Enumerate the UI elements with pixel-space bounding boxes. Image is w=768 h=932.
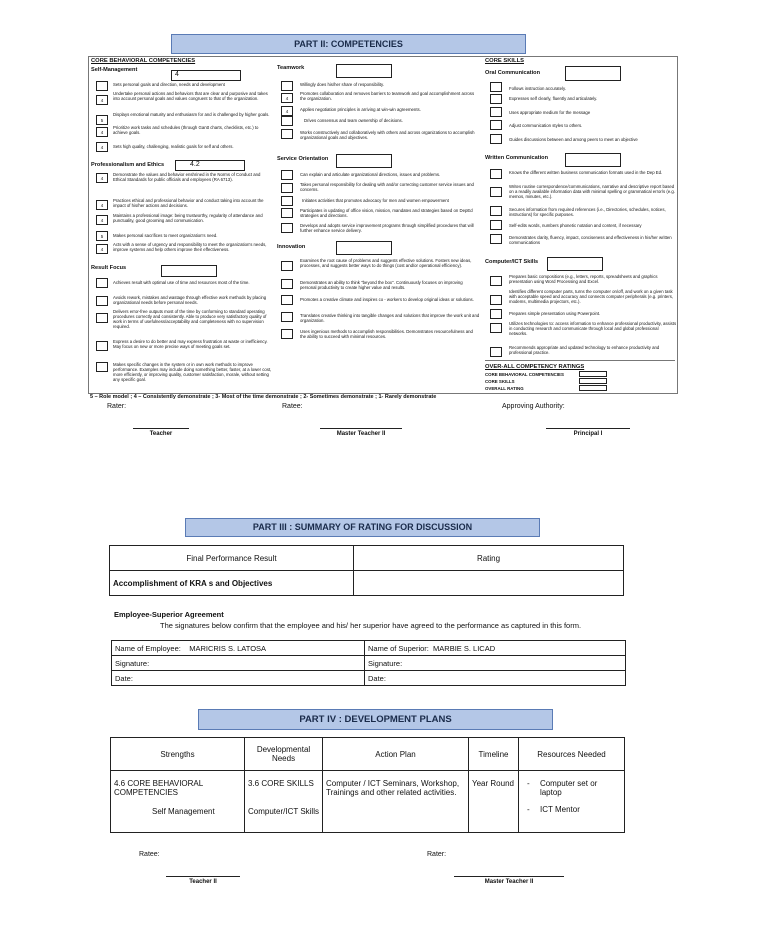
final-result-header: Final Performance Result bbox=[110, 546, 354, 571]
wc-item-1: Knows the different written business communication formats used in the Dep Ed. bbox=[509, 170, 663, 175]
oral-rating[interactable] bbox=[565, 66, 621, 81]
in-item-2: Demonstrates an ability to think "beyond the box". Continuously focuses on improving personal productivity to create higher value and results. bbox=[300, 280, 463, 290]
written-title: Written Communication bbox=[485, 155, 548, 161]
tw-item-3: Applies negotiation principles in arriving at win-win agreements. bbox=[300, 107, 421, 112]
tw-score-3[interactable]: 4 bbox=[281, 106, 293, 116]
ict-item-3: Prepares simple presentation using Powerpoint. bbox=[509, 311, 601, 316]
pe-score-1[interactable]: 4 bbox=[96, 173, 108, 183]
resource-item: - Computer set or laptop bbox=[527, 779, 621, 797]
ict-score-1[interactable] bbox=[490, 276, 502, 286]
sm-score-3[interactable]: 5 bbox=[96, 115, 108, 125]
part2-title: PART II: COMPETENCIES bbox=[171, 34, 526, 54]
so-score-3[interactable] bbox=[281, 196, 293, 206]
sm-item-1: Sets personal goals and direction, needs and development bbox=[113, 82, 225, 87]
in-item-4: Translates creative thinking into tangible changes and solutions that improve the work unit and organization. bbox=[300, 313, 480, 323]
timeline-header: Timeline bbox=[469, 738, 519, 771]
employee-signature-field[interactable]: Signature: bbox=[112, 656, 365, 671]
wc-score-5[interactable] bbox=[490, 234, 502, 244]
rf-score-1[interactable] bbox=[96, 278, 108, 288]
teacher-signature: Teacher bbox=[133, 428, 189, 437]
service-orientation-title: Service Orientation bbox=[277, 156, 329, 162]
ict-score-3[interactable] bbox=[490, 309, 502, 319]
ict-score-2[interactable] bbox=[490, 295, 502, 305]
teamwork-title: Teamwork bbox=[277, 65, 305, 71]
sm-score-4[interactable]: 4 bbox=[96, 127, 108, 137]
oc-score-3[interactable] bbox=[490, 107, 502, 117]
tw-item-5: Works constructively and collaboratively with others and across organizations to accomplish organizational goals and objectives. bbox=[300, 130, 475, 140]
rf-item-1: Achieves result with optimal use of time and resources most of the time. bbox=[113, 280, 250, 285]
in-score-3[interactable] bbox=[281, 295, 293, 305]
rater-label: Rater: bbox=[107, 403, 127, 410]
so-item-5: Develops and adopts service improvement programs through simplified procedures that will further enhance service delivery. bbox=[300, 223, 474, 233]
wc-score-4[interactable] bbox=[490, 220, 502, 230]
strengths-header: Strengths bbox=[111, 738, 245, 771]
agreement-table bbox=[111, 640, 626, 686]
ratee-label: Ratee: bbox=[282, 403, 303, 410]
rf-item-4: Express a desire to do better and may express frustration at waste or inefficiency. May focus on new or more precise ways of meeting goals set. bbox=[113, 339, 268, 349]
pe-item-1: Demonstrate the values and behavior enshrined in the Norms of Conduct and Ethical Standards for public officials and employees (RA 6713). bbox=[113, 172, 261, 182]
resources-cell bbox=[519, 771, 625, 833]
ict-score-5[interactable] bbox=[490, 347, 502, 357]
need-primary: 3.6 CORE SKILLS bbox=[248, 779, 314, 788]
sm-item-4: Prioritize work tasks and schedules (through Gantt charts, checklists, etc.) to achieve goals. bbox=[113, 125, 259, 135]
sm-score-2[interactable]: 4 bbox=[96, 95, 108, 105]
innovation-rating[interactable] bbox=[336, 241, 392, 255]
part3-title: PART III : SUMMARY OF RATING FOR DISCUSSION bbox=[185, 518, 540, 537]
timeline-cell: Year Round bbox=[469, 771, 519, 833]
need-secondary: Computer/ICT Skills bbox=[248, 807, 319, 816]
rating-header: Rating bbox=[354, 546, 624, 571]
sm-score-5[interactable]: 4 bbox=[96, 142, 108, 152]
overall-skills-box[interactable] bbox=[579, 378, 607, 384]
written-rating[interactable] bbox=[565, 153, 621, 167]
oral-title: Oral Communication bbox=[485, 70, 541, 76]
ict-title: Computer/ICT Skills bbox=[485, 259, 539, 265]
wc-item-3: Secures information from required references (i.e., Directories, schedules, notices, instructions) for specific purposes. bbox=[509, 207, 666, 217]
ict-score-4[interactable] bbox=[490, 323, 502, 333]
ict-item-1: Prepares basic compositions (e.g., letters, reports, spreadsheets and graphics presentation using Word Processing and Excel. bbox=[509, 274, 658, 284]
overall-row-behavioral: CORE BEHAVIORAL COMPETENCIES bbox=[485, 372, 564, 377]
development-plan-table bbox=[110, 737, 625, 833]
superior-date-field[interactable]: Date: bbox=[365, 671, 626, 686]
agreement-title: Employee-Superior Agreement bbox=[114, 610, 224, 619]
sm-score-1[interactable] bbox=[96, 81, 108, 91]
oc-score-5[interactable] bbox=[490, 134, 502, 144]
master-teacher-ii-signature: Master Teacher II bbox=[454, 876, 564, 885]
rating-legend: 5 – Role model ; 4 – Consistently demonstrate ; 3- Most of the time demonstrate ; 2- Sometimes demonstrate ; 1- Rarely demonstrate bbox=[90, 394, 437, 400]
wc-score-3[interactable] bbox=[490, 206, 502, 216]
rf-score-3[interactable] bbox=[96, 313, 108, 323]
overall-behavioral-box[interactable] bbox=[579, 371, 607, 377]
result-focus-rating[interactable] bbox=[161, 265, 217, 277]
master-teacher-signature: Master Teacher II bbox=[320, 428, 402, 437]
needs-cell bbox=[245, 771, 323, 833]
sm-item-3: Displays emotional maturity and enthusiasm for and is challenged by higher goals. bbox=[113, 112, 270, 117]
kra-row-label: Accomplishment of KRA s and Objectives bbox=[110, 571, 354, 596]
employee-date-field[interactable]: Date: bbox=[112, 671, 365, 686]
in-score-2[interactable] bbox=[281, 279, 293, 289]
rf-score-5[interactable] bbox=[96, 362, 108, 372]
part4-rater-label: Rater: bbox=[427, 851, 447, 858]
core-skills-heading: CORE SKILLS bbox=[485, 58, 524, 64]
overall-row-total: OVERALL RATING bbox=[485, 386, 524, 391]
self-management-rating[interactable]: 4 bbox=[171, 70, 241, 81]
service-orientation-rating[interactable] bbox=[336, 154, 392, 168]
part4-title: PART IV : DEVELOPMENT PLANS bbox=[198, 709, 553, 730]
so-score-1[interactable] bbox=[281, 170, 293, 180]
pe-score-3[interactable]: 4 bbox=[96, 215, 108, 225]
in-score-4[interactable] bbox=[281, 312, 293, 322]
so-item-3: Initiates activities that promotes advocacy for men and women empowerment bbox=[302, 198, 449, 203]
summary-table bbox=[109, 545, 624, 596]
pe-item-3: Maintains a professional image: being trustworthy, regularity of attendance and punctuality, good grooming and communication. bbox=[113, 213, 263, 223]
so-score-2[interactable] bbox=[281, 183, 293, 193]
in-score-1[interactable] bbox=[281, 261, 293, 271]
tw-item-1: Willingly does his/her share of responsibility. bbox=[300, 82, 384, 87]
pe-score-5[interactable]: 4 bbox=[96, 244, 108, 254]
tw-score-2[interactable]: 4 bbox=[281, 93, 293, 103]
rf-score-4[interactable] bbox=[96, 341, 108, 351]
resource-item: - ICT Mentor bbox=[527, 805, 580, 814]
wc-item-5: Demonstrates clarity, fluency, impact, conciseness and effectiveness in his/her written communications bbox=[509, 235, 672, 245]
ict-item-5: Recommends appropriate and updated technology to enhance productivity and professional practice. bbox=[509, 345, 660, 355]
strength-primary: 4.6 CORE BEHAVIORAL COMPETENCIES bbox=[114, 779, 203, 797]
in-score-5[interactable] bbox=[281, 329, 293, 339]
overall-title: OVER-ALL COMPETENCY RATINGS bbox=[485, 364, 585, 370]
oc-item-4: Adjust communication styles to others. bbox=[509, 123, 583, 128]
oc-score-2[interactable] bbox=[490, 94, 502, 104]
oc-item-2: Expresses self clearly, fluently and articulately. bbox=[509, 96, 598, 101]
so-score-5[interactable] bbox=[281, 223, 293, 233]
rf-item-5: Makes specific changes in the system or in own work methods to improve performance. Examples may include doing something better, faster, at a lower cost, more efficiently, or improving quality, customer satisfaction, morale, without setting any specific goal. bbox=[113, 362, 272, 382]
ict-item-2: Identifies different computer parts, turns the computer on/off, and work on a given task with acceptable speed and accuracy and connects computer peripherals (e.g. printers, modems, multimedia projectors, etc.). bbox=[509, 289, 674, 304]
resources-header: Resources Needed bbox=[519, 738, 625, 771]
employee-name: MARICRIS S. LATOSA bbox=[189, 643, 267, 653]
rf-item-3: Delivers error-free outputs most of the time by conforming to standard operating procedures correctly and consistently. Able to produce very satisfactory quality of work in terms of usefulness/acceptability and completeness with no supervision required. bbox=[113, 309, 267, 329]
tw-score-1[interactable] bbox=[281, 81, 293, 91]
tw-item-2: Promotes collaboration and removes barriers to teamwork and goal accomplishment across the organization. bbox=[300, 91, 475, 101]
superior-signature-field[interactable]: Signature: bbox=[365, 656, 626, 671]
pe-item-2: Practices ethical and professional behavior and conduct taking into account the impact of his/her actions and decisions. bbox=[113, 198, 264, 208]
self-management-title: Self-Management bbox=[91, 67, 138, 73]
rf-item-2: Avoids rework, mistakes and wastage through effective work methods by placing organizational needs before personal needs. bbox=[113, 295, 267, 305]
strengths-cell bbox=[111, 771, 245, 833]
in-item-5: Uses ingenious methods to accomplish responsibilities. Demonstrates resourcefulness and the ability to succeed with minimal resources. bbox=[300, 329, 473, 339]
in-item-3: Promotes a creative climate and inspires co - workers to develop original ideas or solutions. bbox=[300, 297, 474, 302]
agreement-text: The signatures below confirm that the employee and his/ her superior have agreed to the performance as captured in this form. bbox=[160, 621, 582, 630]
employee-cell bbox=[112, 641, 365, 656]
approving-authority-label: Approving Authority: bbox=[502, 403, 565, 410]
pe-item-5: Acts with a sense of urgency and responsibility to meet the organization's needs, improve systems and help others improve their effectiveness. bbox=[113, 242, 267, 252]
innovation-title: Innovation bbox=[277, 244, 306, 250]
part4-ratee-label: Ratee: bbox=[139, 851, 160, 858]
oc-item-5: Guides discussions between and among peers to meet an objective bbox=[509, 137, 638, 142]
oc-score-4[interactable] bbox=[490, 120, 502, 130]
wc-score-2[interactable] bbox=[490, 187, 502, 197]
needs-header: Developmental Needs bbox=[245, 738, 323, 771]
kra-rating-cell[interactable] bbox=[354, 571, 624, 596]
action-plan-header: Action Plan bbox=[323, 738, 469, 771]
pe-score-4[interactable]: 5 bbox=[96, 231, 108, 241]
in-item-1: Examines the root cause of problems and suggests effective solutions. Fosters new ideas, processes, and suggests better ways to do things (cost and/or operational efficiency). bbox=[300, 258, 472, 268]
overall-row-skills: CORE SKILLS bbox=[485, 379, 515, 384]
rf-score-2[interactable] bbox=[96, 296, 108, 306]
sm-item-5: Sets high quality, challenging, realistic goals for self and others. bbox=[113, 144, 234, 149]
professionalism-rating[interactable]: 4.2 bbox=[175, 160, 245, 171]
sm-item-2: Undertake personal actions and behaviors that are clear and purposive and takes into account personal goals and values congruent to that of the organization. bbox=[113, 91, 268, 101]
so-item-4: Participates in updating of office vision, mission, mandates and strategies based on DepEd strategies and directions. bbox=[300, 208, 473, 218]
result-focus-title: Result Focus bbox=[91, 265, 127, 271]
professionalism-title: Professionalism and Ethics bbox=[91, 162, 165, 168]
pe-score-2[interactable]: 4 bbox=[96, 200, 108, 210]
overall-total-box[interactable] bbox=[579, 385, 607, 391]
core-behavioral-heading: CORE BEHAVIORAL COMPETENCIES bbox=[91, 58, 196, 64]
resource-mentor: ICT Mentor bbox=[540, 805, 580, 814]
superior-label: Name of Superior: bbox=[368, 643, 429, 653]
wc-score-1[interactable] bbox=[490, 169, 502, 179]
superior-cell bbox=[365, 641, 626, 656]
oc-item-3: Uses appropriate medium for the message bbox=[509, 110, 591, 115]
action-plan-cell: Computer / ICT Seminars, Workshop, Trainings and other related activities. bbox=[323, 771, 469, 833]
so-score-4[interactable] bbox=[281, 208, 293, 218]
overall-divider bbox=[485, 360, 675, 361]
oc-item-1: Follows instruction accurately. bbox=[509, 86, 566, 91]
wc-item-4: Self-edits words, numbers phonetic notation and content, if necessary bbox=[509, 223, 642, 228]
tw-score-5[interactable] bbox=[281, 129, 293, 139]
wc-item-2: Writes routine correspondence/communications, narrative and descriptive report based on a readily available information data with minimal spelling or grammatical error/s (e.g. memos, minutes, etc.). bbox=[509, 184, 675, 199]
pe-item-4: Makes personal sacrifices to meet organization's need. bbox=[113, 233, 218, 238]
superior-name: MARBIE S. LICAD bbox=[433, 643, 496, 653]
strength-secondary: Self Management bbox=[152, 807, 215, 816]
so-item-2: Takes personal responsibility for dealing with and/or correcting customer service issues and concerns. bbox=[300, 182, 474, 192]
so-item-1: Can explain and articulate organizational directions, issues and problems. bbox=[300, 172, 441, 177]
resource-computer: Computer set or laptop bbox=[539, 779, 598, 797]
teacher-ii-signature: Teacher II bbox=[166, 876, 240, 885]
employee-label: Name of Employee: bbox=[115, 643, 181, 653]
principal-signature: Principal I bbox=[546, 428, 630, 437]
tw-score-4[interactable] bbox=[281, 116, 293, 126]
ict-rating[interactable] bbox=[547, 257, 603, 271]
ict-item-4: Utilizes technologies to: access information to enhance professional productivity, assists in conducting research and communicate through local and global professional networks. bbox=[509, 321, 677, 336]
teamwork-rating[interactable] bbox=[336, 64, 392, 78]
tw-item-4: Drives consensus and team ownership of decisions. bbox=[304, 118, 403, 123]
oc-score-1[interactable] bbox=[490, 82, 502, 92]
